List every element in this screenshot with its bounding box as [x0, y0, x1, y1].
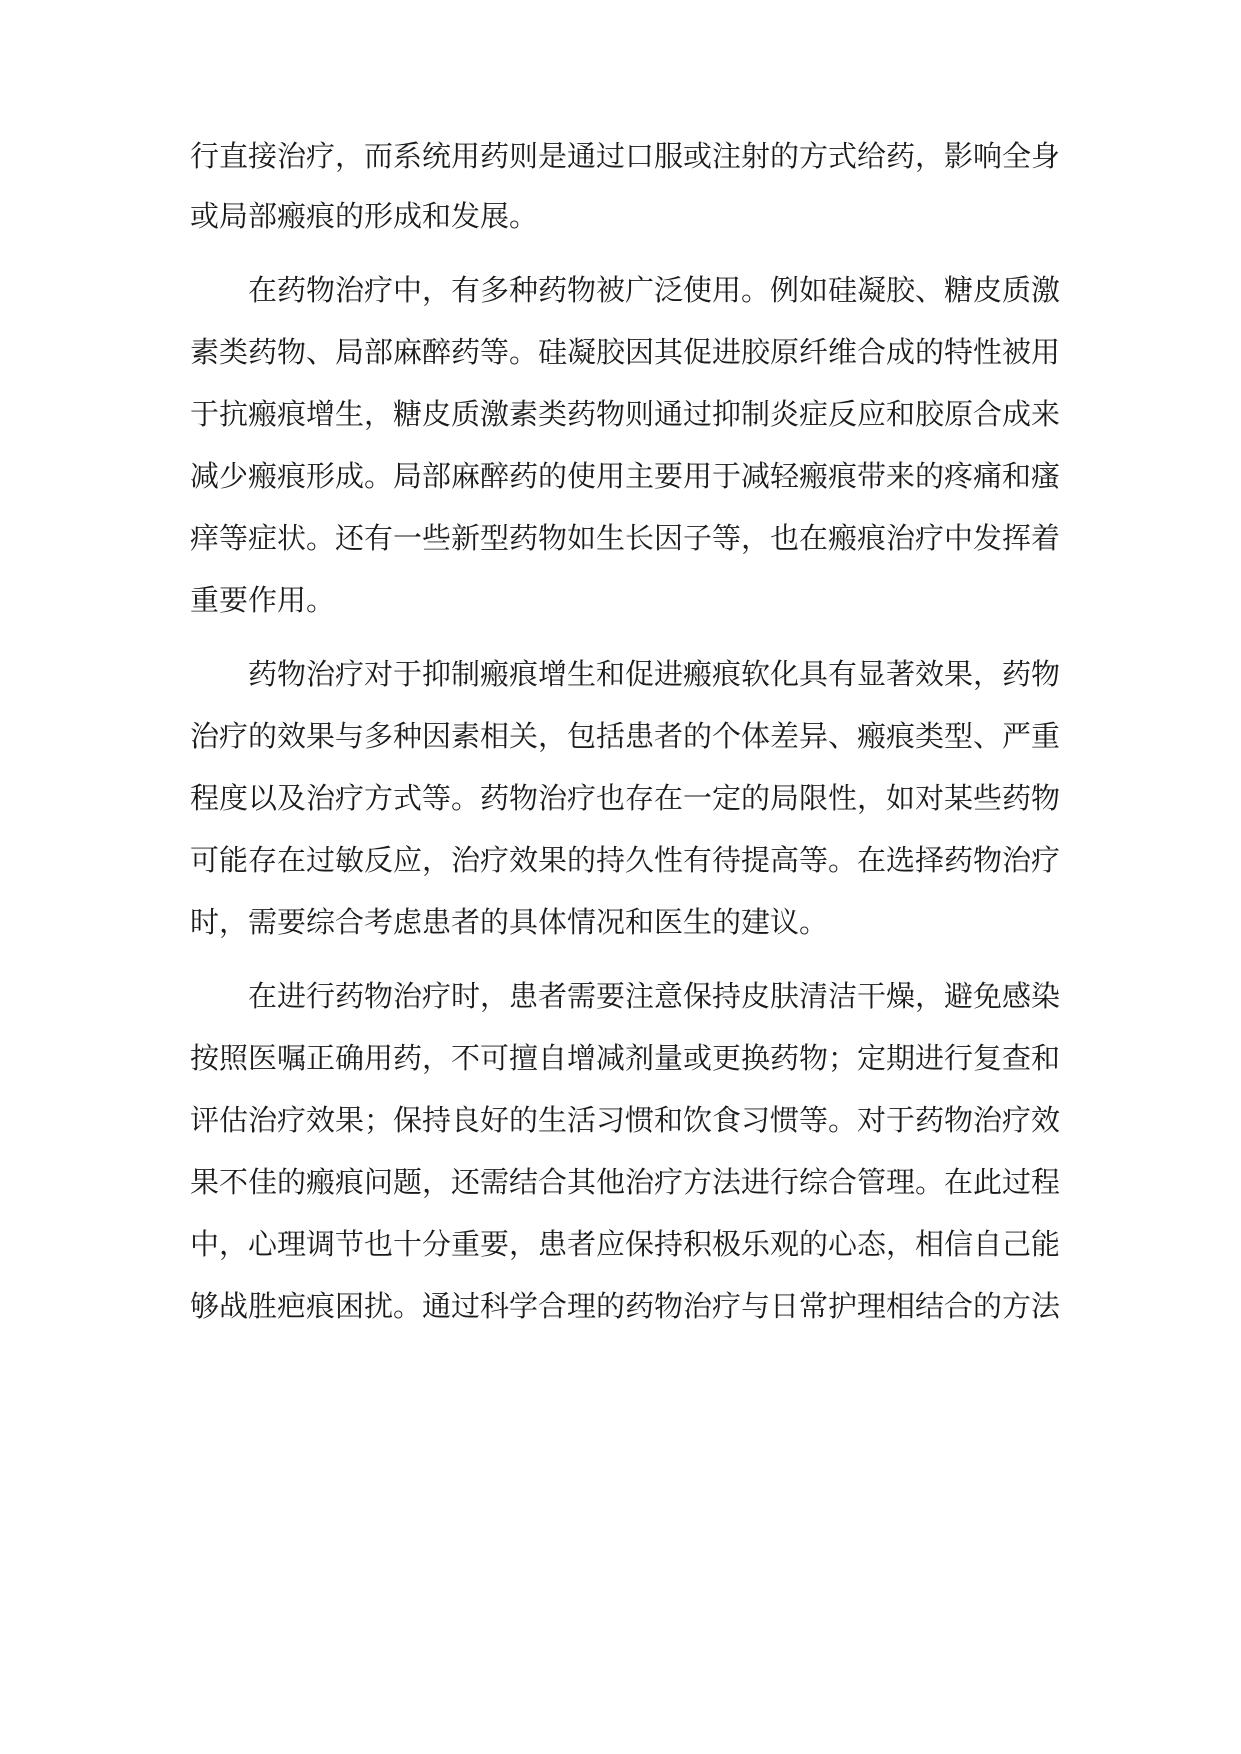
text-line: 评估治疗效果；保持良好的生活习惯和饮食习惯等。对于药物治疗效 — [190, 1103, 1061, 1137]
text-line: 中，心理调节也十分重要，患者应保持积极乐观的心态，相信自己能 — [190, 1227, 1061, 1261]
text-line: 够战胜疤痕困扰。通过科学合理的药物治疗与日常护理相结合的方法 — [190, 1289, 1061, 1323]
text-line: 程度以及治疗方式等。药物治疗也存在一定的局限性，如对某些药物 — [190, 781, 1061, 815]
text-line: 痒等症状。还有一些新型药物如生长因子等，也在瘢痕治疗中发挥着 — [190, 521, 1061, 555]
text-line: 治疗的效果与多种因素相关，包括患者的个体差异、瘢痕类型、严重 — [190, 719, 1061, 753]
text-line: 可能存在过敏反应，治疗效果的持久性有待提高等。在选择药物治疗 — [190, 843, 1061, 877]
text-line: 素类药物、局部麻醉药等。硅凝胶因其促进胶原纤维合成的特性被用 — [190, 335, 1061, 369]
text-line: 减少瘢痕形成。局部麻醉药的使用主要用于减轻瘢痕带来的疼痛和瘙 — [190, 459, 1061, 493]
text-line: 于抗瘢痕增生，糖皮质激素类药物则通过抑制炎症反应和胶原合成来 — [190, 397, 1061, 431]
text-line: 时，需要综合考虑患者的具体情况和医生的建议。 — [190, 905, 829, 939]
text-line: 果不佳的瘢痕问题，还需结合其他治疗方法进行综合管理。在此过程 — [190, 1165, 1061, 1199]
text-line: 重要作用。 — [190, 583, 336, 617]
text-line: 按照医嘱正确用药，不可擅自增减剂量或更换药物；定期进行复查和 — [190, 1041, 1061, 1075]
text-line: 行直接治疗，而系统用药则是通过口服或注射的方式给药，影响全身 — [190, 139, 1061, 173]
paragraph-first-line: 在进行药物治疗时，患者需要注意保持皮肤清洁干燥，避免感染 — [248, 979, 1061, 1013]
text-line: 或局部瘢痕的形成和发展。 — [190, 199, 539, 233]
paragraph-first-line: 药物治疗对于抑制瘢痕增生和促进瘢痕软化具有显著效果，药物 — [248, 657, 1061, 691]
paragraph-first-line: 在药物治疗中，有多种药物被广泛使用。例如硅凝胶、糖皮质激 — [248, 273, 1061, 307]
